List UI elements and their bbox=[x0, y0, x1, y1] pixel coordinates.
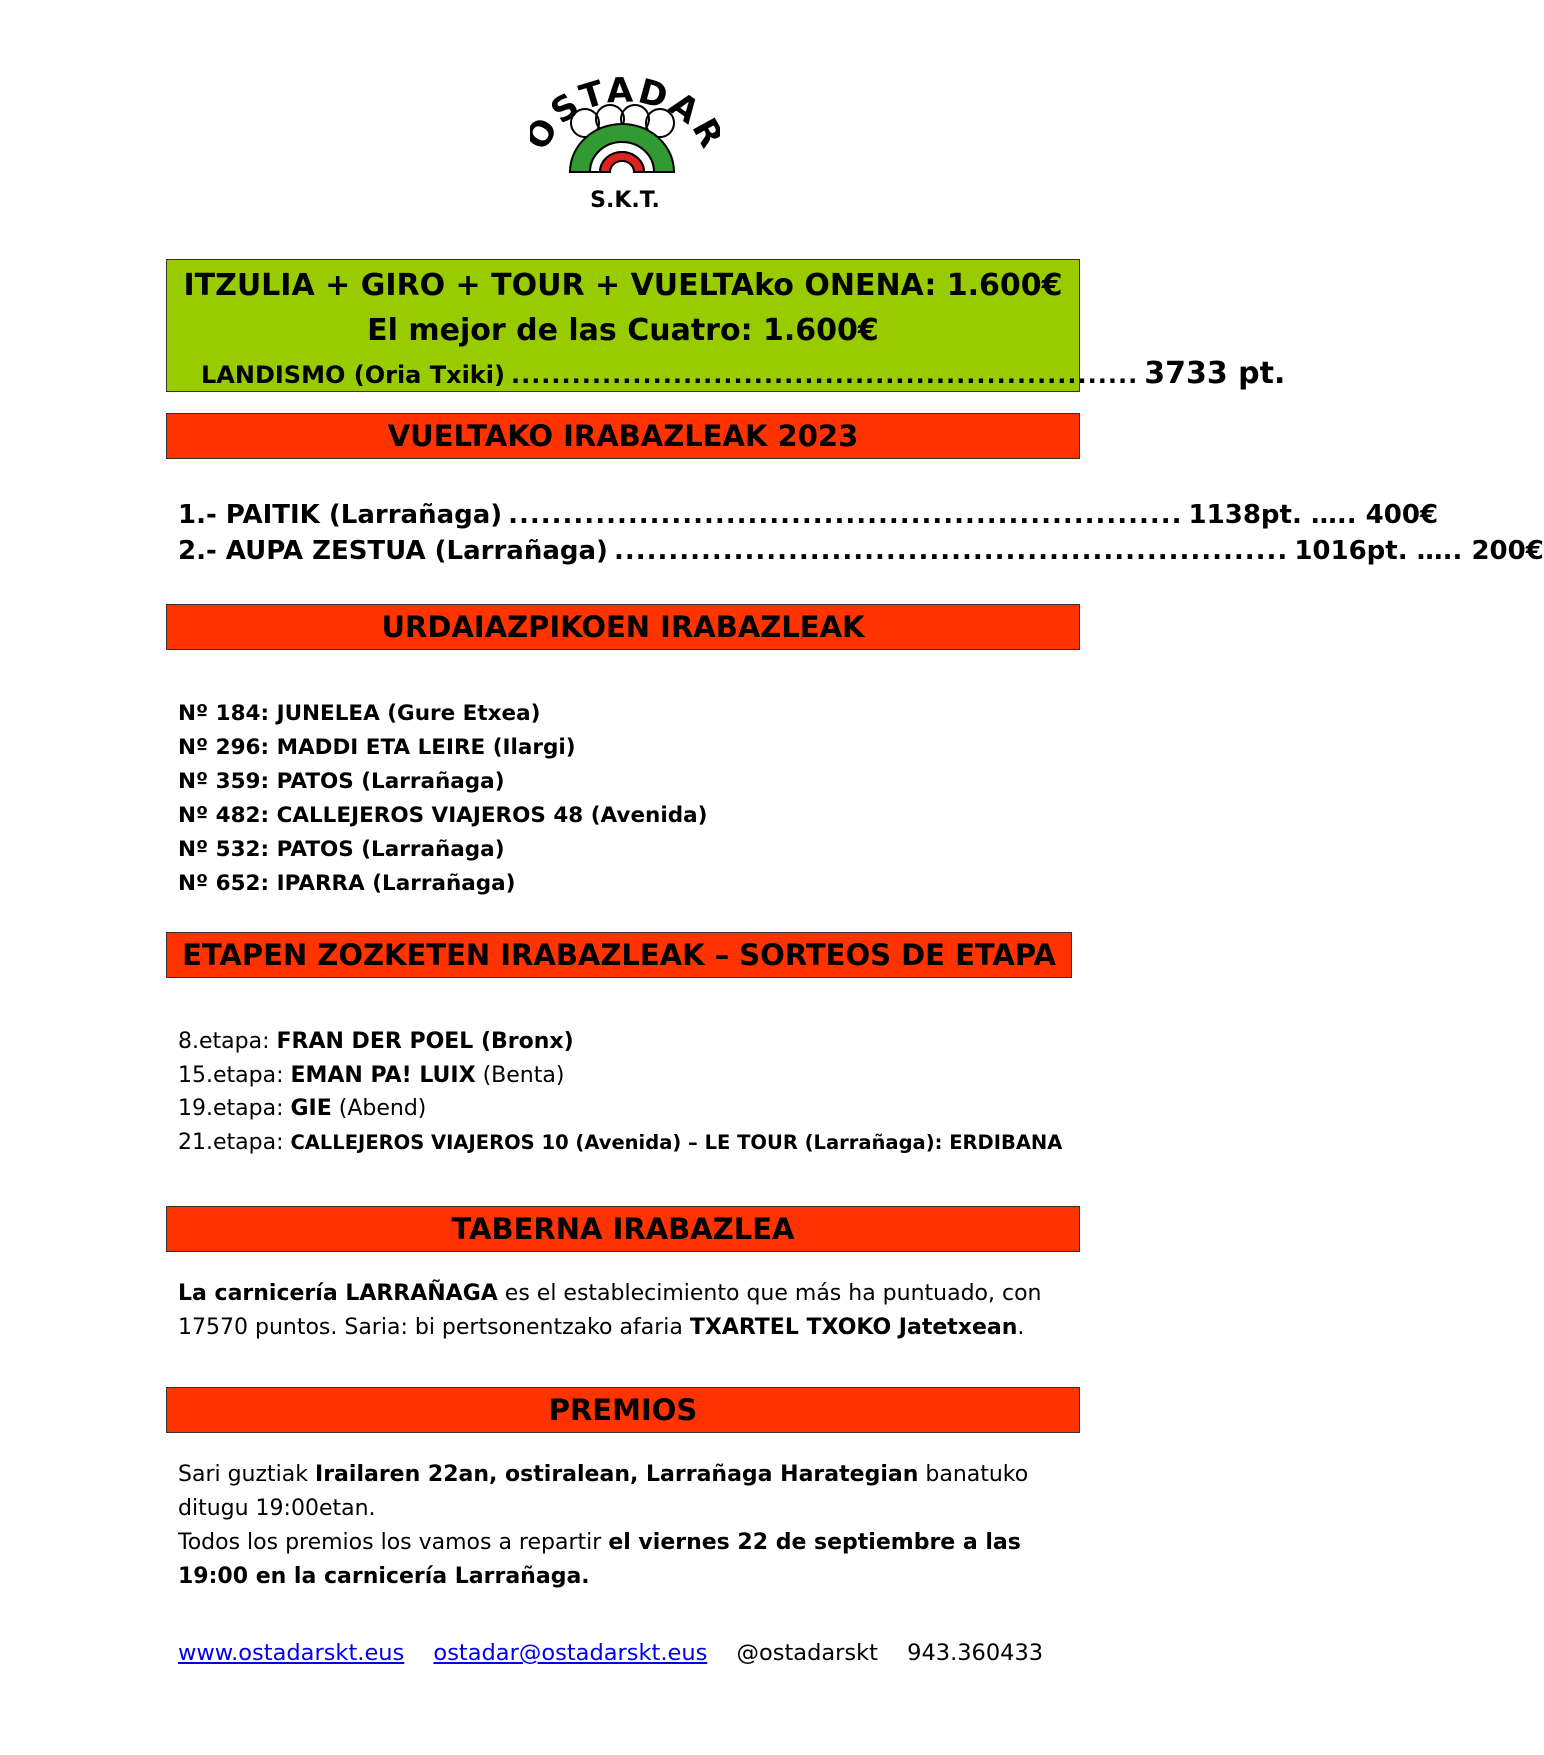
prizes-paragraph-basque bbox=[178, 1458, 1078, 1526]
prizes-paragraph-spanish bbox=[178, 1526, 1078, 1594]
winner-points: 3733 pt. bbox=[1144, 356, 1286, 391]
stage-winner: GIE bbox=[290, 1096, 332, 1121]
logo-top-text: STADA bbox=[543, 70, 709, 134]
prizes-text: Todos los premios los vamos a repartir bbox=[178, 1530, 609, 1555]
best-of-four-winner bbox=[201, 356, 1286, 391]
list-item: Nº 652: IPARRA (Larrañaga) bbox=[178, 871, 516, 896]
winner-result: 1016pt. ….. 200€ bbox=[1294, 536, 1544, 566]
leader-dots: .............................................................. bbox=[508, 500, 1183, 530]
list-item bbox=[178, 1126, 1062, 1160]
prizes-text: banatuko ditugu 19:00etan. bbox=[178, 1462, 1029, 1521]
stage-venue: (Abend) bbox=[331, 1096, 427, 1121]
stage-label: 8.etapa: bbox=[178, 1029, 277, 1054]
best-of-four-box bbox=[166, 259, 1286, 392]
list-item: Nº 359: PATOS (Larrañaga) bbox=[178, 769, 505, 794]
winner-name: LANDISMO (Oria Txiki) bbox=[201, 361, 505, 389]
winner-name: 1.- PAITIK (Larrañaga) bbox=[178, 500, 503, 530]
stage-label: 21.etapa: bbox=[178, 1129, 291, 1155]
leader-dots: .............................................................. bbox=[613, 536, 1289, 566]
bar-prize: TXARTEL TXOKO Jatetxean bbox=[689, 1315, 1018, 1340]
list-item: Nº 482: CALLEJEROS VIAJEROS 48 (Avenida) bbox=[178, 803, 708, 828]
prizes-text: Sari guztiak bbox=[178, 1462, 316, 1487]
vuelta-winner-1 bbox=[178, 500, 1439, 530]
list-item: Nº 296: MADDI ETA LEIRE (Ilargi) bbox=[178, 735, 576, 760]
stage-winner: CALLEJEROS VIAJEROS 10 (Avenida) – LE TOUR (Larrañaga): ERDIBANA bbox=[290, 1130, 1063, 1154]
list-item bbox=[178, 1025, 1062, 1059]
list-item bbox=[178, 1092, 1062, 1126]
list-item: Nº 532: PATOS (Larrañaga) bbox=[178, 837, 505, 862]
phone-number: 943.360433 bbox=[907, 1640, 1044, 1666]
prizes-date-place: el viernes 22 de septiembre a las 19:00 en la carnicería Larrañaga. bbox=[178, 1530, 1021, 1589]
stage-winner: EMAN PA! LUIX bbox=[290, 1062, 476, 1088]
bar-winner-text: es el establecimiento que más ha puntuado, con 17570 puntos. Saria: bi pertsonentzako afaria bbox=[178, 1281, 1042, 1340]
bar-winner-end: . bbox=[1017, 1315, 1025, 1340]
list-item: Nº 184: JUNELEA (Gure Etxea) bbox=[178, 701, 541, 726]
best-of-four-spanish: El mejor de las Cuatro: 1.600€ bbox=[367, 313, 879, 348]
vuelta-winner-2 bbox=[178, 536, 1544, 566]
ham-winners-list bbox=[178, 697, 707, 901]
ostadar-logo bbox=[530, 55, 720, 215]
leader-dots: .............................................................. bbox=[510, 361, 1139, 389]
bar-winner-heading: TABERNA IRABAZLEA bbox=[166, 1206, 1080, 1252]
list-item bbox=[178, 1059, 1062, 1093]
prizes-heading: PREMIOS bbox=[166, 1387, 1080, 1433]
stage-winner: FRAN DER POEL (Bronx) bbox=[276, 1029, 574, 1054]
stage-draw-list bbox=[178, 1025, 1062, 1159]
winner-name: 2.- AUPA ZESTUA (Larrañaga) bbox=[178, 536, 608, 566]
social-handle: @ostadarskt bbox=[736, 1640, 878, 1666]
prizes-date-place: Irailaren 22an, ostiralean, Larrañaga Harategian bbox=[315, 1462, 919, 1487]
contact-footer bbox=[178, 1640, 1043, 1666]
stage-label: 15.etapa: bbox=[178, 1062, 291, 1088]
stage-venue: (Benta) bbox=[475, 1062, 565, 1088]
ham-winners-heading: URDAIAZPIKOEN IRABAZLEAK bbox=[166, 604, 1080, 650]
stage-label: 19.etapa: bbox=[178, 1096, 291, 1121]
bar-winner-paragraph bbox=[178, 1277, 1078, 1345]
stage-draw-heading: ETAPEN ZOZKETEN IRABAZLEAK – SORTEOS DE ETAPA bbox=[166, 932, 1072, 978]
best-of-four-basque: ITZULIA + GIRO + TOUR + VUELTAko ONENA: 1.600€ bbox=[183, 268, 1063, 303]
vuelta-winners-heading: VUELTAKO IRABAZLEAK 2023 bbox=[166, 413, 1080, 459]
website-link[interactable]: www.ostadarskt.eus bbox=[178, 1640, 405, 1666]
email-link[interactable]: ostadar@ostadarskt.eus bbox=[433, 1640, 708, 1666]
winner-result: 1138pt. ….. 400€ bbox=[1188, 500, 1439, 530]
bar-winner-name: La carnicería LARRAÑAGA bbox=[178, 1281, 498, 1306]
logo-bottom-text: S.K.T. bbox=[590, 188, 660, 213]
